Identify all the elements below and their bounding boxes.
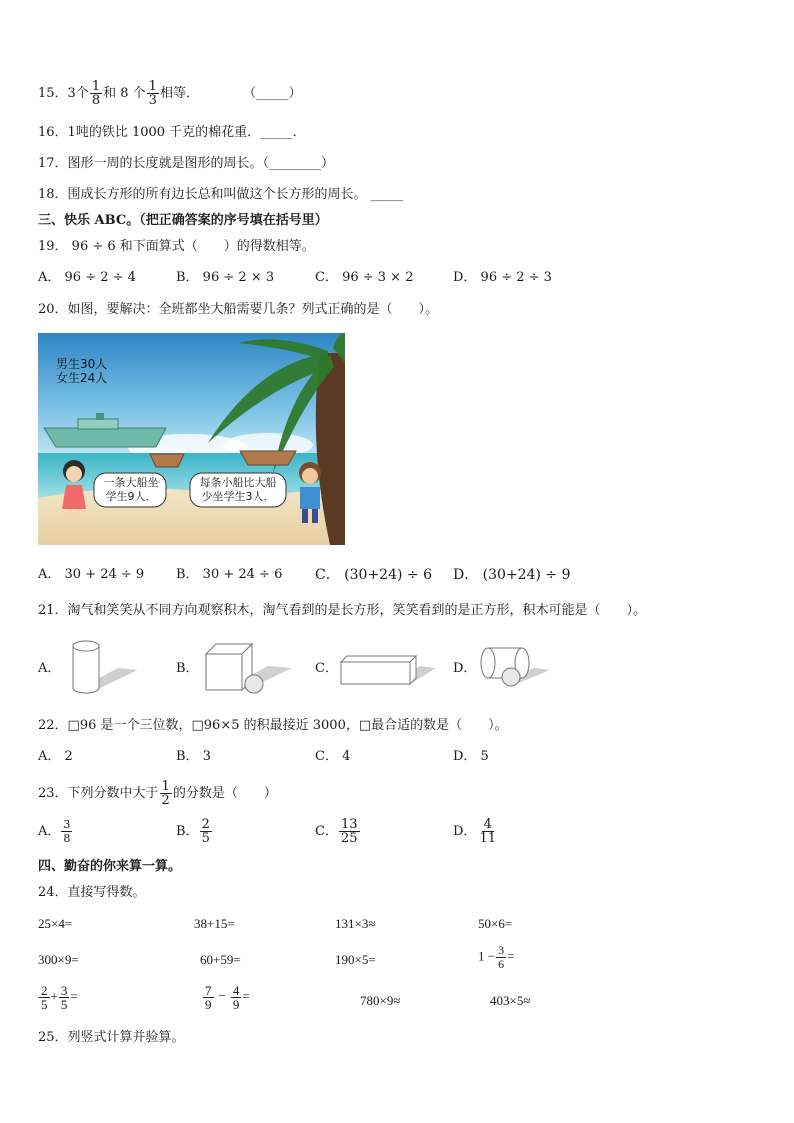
q21-option-c-label[interactable]: C． [315,661,338,676]
q19-option-a[interactable]: A． 96 ÷ 2 ÷ 4 [38,270,136,285]
q22-option-a[interactable]: A． 2 [38,749,73,764]
calc-item: 50×6= [478,916,513,931]
q19-option-d[interactable]: D． 96 ÷ 2 ÷ 3 [453,270,552,285]
q21-option-b-label[interactable]: B． [176,661,199,676]
fraction-one-half: $\frac{1}{2}$ [161,779,170,808]
calc-item: 131×3≈ [335,916,376,931]
calc-item: 38+15= [194,916,235,931]
speech-bubble-girl: 一条大船坐 学生9人． [103,476,159,503]
section-4-heading: 四、勤奋的你来算一算。 [38,859,182,874]
speech-bubble-boy: 每条小船比大船 少坐学生3人． [199,476,277,503]
cylinder-upright-icon [68,638,140,694]
cuboid-icon [338,650,438,690]
question-16: 16．1吨的铁比 1000 千克的棉花重．_____． [38,125,306,140]
fraction-one-third: $\frac{1}{3}$ [148,79,157,108]
question-number: 15． [38,86,68,101]
q19-option-b[interactable]: B． 96 ÷ 2 × 3 [176,270,275,285]
calc-item-fraction: 1 − $\frac{3}{6}$ = [478,943,515,971]
cylinder-lying-with-ball-icon [476,644,552,692]
question-25: 25．列竖式计算并验算。 [38,1030,185,1045]
section-3-heading: 三、快乐 ABC。（把正确答案的序号填在括号里） [38,213,328,228]
calc-item: 25×4= [38,916,73,931]
q23-option-c[interactable]: C． $\frac{13}{25}$ [315,817,358,846]
class-counts [56,357,107,385]
calc-item: 780×9≈ [360,993,401,1008]
q23-option-b[interactable]: B． $\frac{2}{5}$ [176,817,210,846]
fraction-option-d: $\frac{4}{11}$ [479,817,496,846]
q22-option-b[interactable]: B． 3 [176,749,211,764]
q22-option-c[interactable]: C． 4 [315,749,351,764]
boys-count: 男生30人 [56,357,108,371]
calc-item: 190×5= [335,952,376,967]
q20-option-c[interactable]: C． (30+24) ÷ 6 [315,567,432,583]
calc-item: 403×5≈ [490,993,531,1008]
q22-option-d[interactable]: D． 5 [453,749,489,764]
question-23-stem: 23．下列分数中大于 $\frac{1}{2}$ 的分数是（ ） [38,779,277,808]
q23-option-d[interactable]: D． $\frac{4}{11}$ [453,817,496,846]
beach-boats-illustration [38,333,345,545]
girls-count: 女生24人 [56,371,108,385]
calc-item: 60+59= [200,952,241,967]
question-17: 17．图形一周的长度就是图形的周长。（________） [38,156,335,171]
question-18: 18．围成长方形的所有边长总和叫做这个长方形的周长。 _____ [38,187,404,202]
q20-option-a[interactable]: A． 30 + 24 ÷ 9 [38,567,145,582]
calc-item-fraction: $\frac{2}{5}$ + $\frac{3}{5}$ = [41,983,78,1012]
question-21-stem: 21．淘气和笑笑从不同方向观察积木，淘气看到的是长方形，笑笑看到的是正方形，积木可能是（ ）。 [38,603,647,618]
q20-option-d[interactable]: D． (30+24) ÷ 9 [453,567,571,583]
question-19-stem: 19． 96 ÷ 6 和下面算式（ ）的得数相等。 [38,239,315,254]
fraction-one-eighth: $\frac{1}{8}$ [91,79,101,108]
q20-option-b[interactable]: B． 30 + 24 ÷ 6 [176,567,283,582]
fraction-option-b: $\frac{2}{5}$ [201,817,210,846]
question-20-stem: 20．如图，要解决：全班都坐大船需要几条？列式正确的是（ ）。 [38,302,439,317]
calc-item-fraction: $\frac{7}{9}$ − $\frac{4}{9}$ = [205,983,250,1012]
calc-item: 300×9= [38,952,79,967]
q21-option-a-label[interactable]: A． [38,661,61,676]
question-15: 15．3个 $\frac{1}{8}$ 和 8 个 $\frac{1}{3}$ 相等． （_____） [38,79,302,108]
q23-option-a[interactable]: A． $\frac{3}{8}$ [38,818,71,845]
question-24-stem: 24．直接写得数。 [38,885,146,900]
fraction-option-c: $\frac{13}{25}$ [340,817,358,846]
answer-blank[interactable]: （_____） [243,86,302,101]
question-22-stem: 22．□96 是一个三位数，□96×5 的积最接近 3000，□最合适的数是（ ）。 [38,718,508,733]
q19-option-c[interactable]: C． 96 ÷ 3 × 2 [315,270,414,285]
cube-with-ball-icon [202,640,294,696]
fraction-option-a: $\frac{3}{8}$ [63,818,71,845]
q21-option-d-label[interactable]: D． [453,661,477,676]
